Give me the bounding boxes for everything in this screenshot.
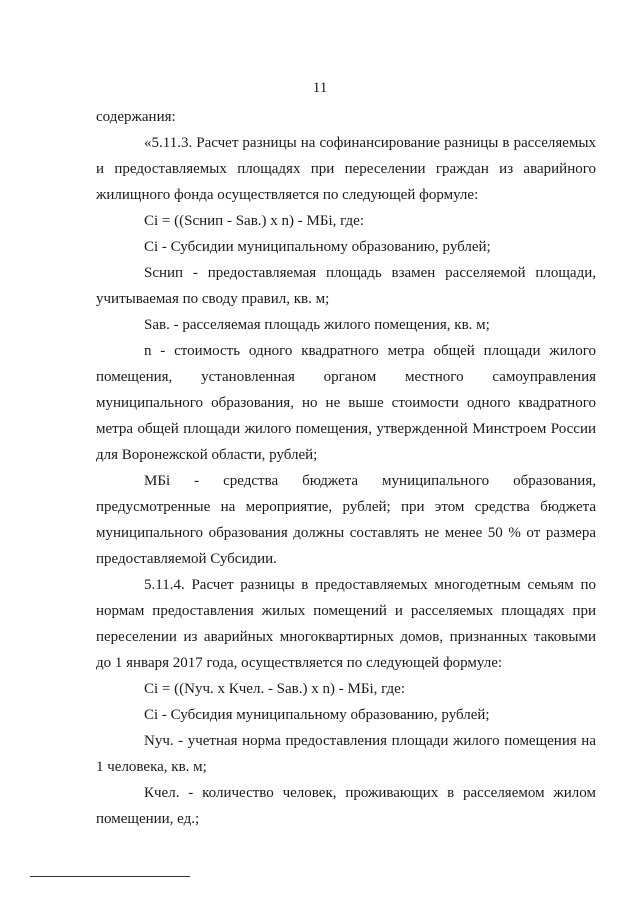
paragraph: Nуч. - учетная норма предоставления площади жилого помещения на 1 человека, кв. м; [96,733,596,775]
document-body [96,104,596,832]
footer-divider [30,876,190,877]
paragraph: n - стоимость одного квадратного метра общей площади жилого помещения, установленная органом местного самоуправления муниципального образования, но не выше стоимости одного квадратного метра общей площади жилого помещения, утвержденной Минстроем России для Воронежской области, рублей; [96,343,596,463]
formula: Ci = ((Sснип - Sав.) х n) - МБi, где: [144,213,364,229]
paragraph: Кчел. - количество человек, проживающих в расселяемом жилом помещении, ед.; [96,785,596,827]
paragraph: «5.11.3. Расчет разницы на софинансирование разницы в расселяемых и предоставляемых площадях при переселении граждан из аварийного жилищного фонда осуществляется по следующей формуле: [96,135,596,203]
paragraph: 5.11.4. Расчет разницы в предоставляемых многодетным семьям по нормам предоставления жилых помещений и расселяемых площадях при переселении из аварийных многоквартирных домов, признанных таковыми до 1 января 2017 года, осуществляется по следующей формуле: [96,577,596,671]
page-number: 11 [312,80,328,96]
paragraph: Sав. - расселяемая площадь жилого помещения, кв. м; [144,317,490,333]
paragraph: Ci - Субсидии муниципальному образованию, рублей; [144,239,491,255]
paragraph: Ci - Субсидия муниципальному образованию, рублей; [144,707,490,723]
paragraph: содержания: [96,109,176,125]
paragraph: МБi - средства бюджета муниципального образования, предусмотренные на мероприятие, рублей; при этом средства бюджета муниципального образования должны составлять не менее 50 % от размера предоставляемой Субсидии. [96,473,596,567]
formula: Ci = ((Nуч. х Кчел. - Sав.) х n) - МБi, где: [144,681,405,697]
paragraph: Sснип - предоставляемая площадь взамен расселяемой площади, учитываемая по своду правил, кв. м; [96,265,596,307]
